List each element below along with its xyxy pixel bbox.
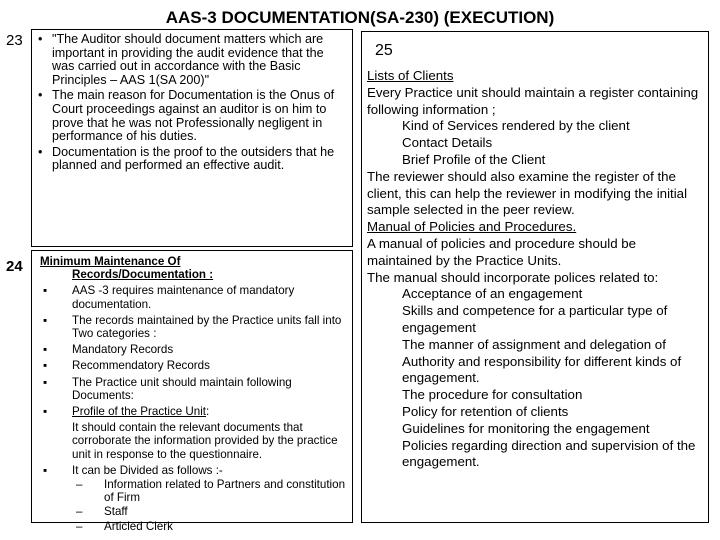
slide-24-box	[31, 250, 353, 533]
paragraph: The manual should incorporate polices related to:	[367, 269, 659, 285]
list-item: Guidelines for monitoring the engagement	[402, 420, 650, 436]
paragraph: The reviewer should also examine the register of the client, this can help the reviewer in modifying the initial sample selected in the peer review.	[367, 168, 688, 218]
page-title: AAS-3 DOCUMENTATION(SA-230) (EXECUTION)	[165, 8, 555, 27]
paragraph: A manual of policies and procedure should be maintained by the Practice Units.	[367, 235, 637, 268]
list-item: Policies regarding direction and supervision of the engagement.	[402, 437, 696, 470]
slide-number-23: 23	[6, 32, 23, 49]
list-item: The procedure for consultation	[402, 387, 583, 403]
heading: Records/Documentation :	[72, 268, 214, 282]
slide-number-24: 24	[6, 258, 23, 275]
list-item: ▪ It can be Divided as follows :-	[43, 463, 223, 477]
slide-number-25: 25	[375, 42, 393, 59]
list-item: Skills and competence for a particular type of engagement	[402, 303, 668, 335]
sub-item: – Staff	[76, 505, 128, 519]
list-item: ▪ AAS -3 requires maintenance of mandatory documentation.	[43, 284, 295, 311]
list-item: The manner of assignment and delegation of Authority and responsibility for different kinds of engagement.	[402, 336, 682, 386]
sub-item: – Information related to Partners and constitution of Firm	[76, 478, 346, 505]
list-item: ▪ Profile of the Practice Unit: It should contain the relevant documents that corroborate the information provided by the practice unit in response to the questionnaire.	[40, 405, 348, 461]
section-heading: Manual of Policies and Procedures.	[367, 219, 577, 235]
list-item: ▪ The records maintained by the Practice units fall into Two categories :	[43, 313, 342, 341]
slide-25-box	[361, 31, 709, 523]
profile-text: It should contain the relevant documents that corroborate the information provided by the practice unit in response to the questionnaire.	[72, 421, 338, 461]
list-item: Policy for retention of clients	[402, 403, 569, 419]
heading: Minimum Maintenance Of	[40, 255, 181, 268]
list-item: ▪ Recommendatory Records	[43, 359, 210, 373]
bullet-item: • The main reason for Documentation is the Onus of Court proceedings against an auditor is on him to prove that he was not Professionally negligent in performance of his duties.	[52, 89, 346, 143]
paragraph: Every Practice unit should maintain a register containing following information ;	[367, 84, 699, 117]
bullet-item: • Documentation is the proof to the outsiders that he planned and performed an effective audit.	[52, 146, 346, 173]
list-item: Brief Profile of the Client	[402, 151, 546, 167]
list-item: ▪ Mandatory Records	[43, 343, 174, 357]
bullet-item: • "The Auditor should document matters which are important in providing the audit evidence that the was carried out in accordance with the Basic Principles – AAS 1(SA 200)"	[52, 33, 346, 87]
list-item: ▪ The Practice unit should maintain following Documents:	[43, 375, 292, 402]
list-item: Contact Details	[402, 135, 493, 151]
slide-23-box	[31, 29, 353, 247]
sub-item: – Articled Clerk	[76, 519, 173, 533]
list-item: Kind of Services rendered by the client	[402, 118, 630, 134]
list-item: Acceptance of an engagement	[402, 286, 583, 302]
section-heading: Lists of Clients	[367, 68, 454, 83]
